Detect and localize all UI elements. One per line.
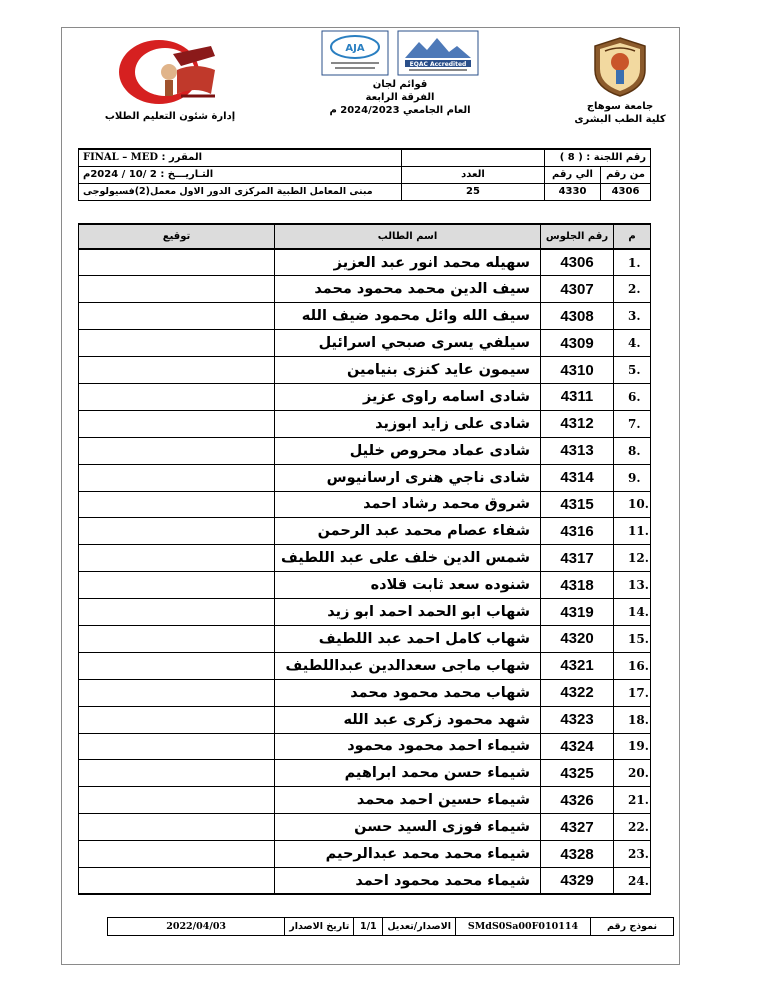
student-row	[79, 760, 651, 787]
committee-info-table	[78, 148, 651, 201]
form-number-value: SMdS0Sa00F010114	[456, 918, 591, 936]
committee-number: رقم اللجنة : ( 8 )	[545, 149, 651, 166]
seat-number: 4321	[541, 652, 614, 679]
row-index: 2.	[614, 276, 651, 303]
signature-cell[interactable]	[79, 545, 275, 572]
row-index: 9.	[614, 464, 651, 491]
student-name: سيف الله وائل محمود ضيف الله	[275, 303, 541, 330]
faculty-crest-icon	[591, 36, 649, 98]
signature-cell[interactable]	[79, 706, 275, 733]
seat-number: 4316	[541, 518, 614, 545]
signature-cell[interactable]	[79, 572, 275, 599]
student-row	[79, 330, 651, 357]
student-row	[79, 464, 651, 491]
svg-text:AJA: AJA	[345, 43, 365, 54]
signature-cell[interactable]	[79, 841, 275, 868]
student-row	[79, 303, 651, 330]
from-value: 4306	[601, 183, 651, 200]
seat-number: 4325	[541, 760, 614, 787]
student-row	[79, 625, 651, 652]
row-index: 7.	[614, 410, 651, 437]
student-row	[79, 249, 651, 276]
seat-number: 4310	[541, 357, 614, 384]
seat-number: 4312	[541, 410, 614, 437]
signature-cell[interactable]	[79, 330, 275, 357]
svg-text:EQAC Accredited: EQAC Accredited	[409, 61, 467, 68]
date-cell	[79, 166, 402, 183]
student-name: شفاء عصام محمد عبد الرحمن	[275, 518, 541, 545]
row-index: 16.	[614, 652, 651, 679]
count-label: العدد	[402, 166, 545, 183]
student-name: شيماء احمد محمود محمود	[275, 733, 541, 760]
student-name: سيمون عايد كنزى بنيامين	[275, 357, 541, 384]
row-index: 12.	[614, 545, 651, 572]
student-row	[79, 814, 651, 841]
seat-number: 4322	[541, 679, 614, 706]
student-row	[79, 276, 651, 303]
student-row	[79, 572, 651, 599]
date-label: التـاريـــخ :	[160, 169, 214, 180]
academic-year: العام الجامعي 2024/2023 م	[329, 105, 471, 116]
edition-label: الاصدار/تعديل	[383, 918, 456, 936]
faculty-name: كلية الطب البشرى	[574, 114, 666, 125]
accreditation-badges	[300, 30, 500, 76]
row-index: 1.	[614, 249, 651, 276]
signature-cell[interactable]	[79, 867, 275, 894]
roster-body	[79, 249, 651, 894]
signature-cell[interactable]	[79, 357, 275, 384]
signature-cell[interactable]	[79, 652, 275, 679]
issue-date-value: 2022/04/03	[108, 918, 285, 936]
seat-number: 4323	[541, 706, 614, 733]
student-name: شهاب ماجى سعدالدين عبداللطيف	[275, 652, 541, 679]
student-row	[79, 867, 651, 894]
course-label: المقرر :	[161, 152, 203, 164]
department-name: إدارة شئون التعليم الطلاب	[104, 111, 236, 122]
count-header-spacer	[402, 149, 545, 166]
seat-number: 4306	[541, 249, 614, 276]
student-name: شيماء حسين احمد محمد	[275, 787, 541, 814]
issue-date-label: تاريخ الاصدار	[285, 918, 354, 936]
name-column-header: اسم الطالب	[275, 224, 541, 249]
edition-value: 1/1	[354, 918, 383, 936]
student-name: سيلفي يسرى صبحي اسرائيل	[275, 330, 541, 357]
student-name: شيماء محمد محمود احمد	[275, 867, 541, 894]
form-number-label: نموذج رقم	[591, 918, 674, 936]
university-name: جامعة سوهاج	[586, 101, 654, 112]
student-name: شمس الدين خلف على عبد اللطيف	[275, 545, 541, 572]
signature-cell[interactable]	[79, 679, 275, 706]
student-name: سيف الدين محمد محمود محمد	[275, 276, 541, 303]
row-index: 6.	[614, 383, 651, 410]
seat-number: 4313	[541, 437, 614, 464]
signature-cell[interactable]	[79, 276, 275, 303]
student-row	[79, 491, 651, 518]
student-row	[79, 787, 651, 814]
row-index: 20.	[614, 760, 651, 787]
signature-cell[interactable]	[79, 249, 275, 276]
count-value: 25	[402, 183, 545, 200]
student-name: شادى عماد محروص خليل	[275, 437, 541, 464]
row-index: 18.	[614, 706, 651, 733]
student-name: شهاب كامل احمد عبد اللطيف	[275, 625, 541, 652]
student-name: شادى على زايد ابوزيد	[275, 410, 541, 437]
seat-number: 4327	[541, 814, 614, 841]
student-row	[79, 357, 651, 384]
student-row	[79, 383, 651, 410]
signature-cell[interactable]	[79, 599, 275, 626]
eqac-accredited-badge	[397, 30, 479, 76]
seat-number: 4324	[541, 733, 614, 760]
signature-column-header: توقيع	[79, 224, 275, 249]
year-level: الفرقة الرابعة	[365, 92, 435, 103]
signature-cell[interactable]	[79, 303, 275, 330]
student-name: شهاب ابو الحمد احمد ابو زيد	[275, 599, 541, 626]
student-name: شهاب محمد محمود محمد	[275, 679, 541, 706]
row-index: 3.	[614, 303, 651, 330]
to-value: 4330	[545, 183, 601, 200]
row-index: 14.	[614, 599, 651, 626]
seat-number: 4326	[541, 787, 614, 814]
row-index: 13.	[614, 572, 651, 599]
seat-number: 4308	[541, 303, 614, 330]
seat-number: 4328	[541, 841, 614, 868]
signature-cell[interactable]	[79, 491, 275, 518]
student-row	[79, 733, 651, 760]
seat-number: 4309	[541, 330, 614, 357]
student-name: شيماء محمد محمد عبدالرحيم	[275, 841, 541, 868]
student-row	[79, 679, 651, 706]
row-index: 23.	[614, 841, 651, 868]
student-name: سهيله محمد انور عبد العزيز	[275, 249, 541, 276]
student-name: شادى ناجي هنرى ارسانيوس	[275, 464, 541, 491]
seat-number: 4317	[541, 545, 614, 572]
seat-number: 4314	[541, 464, 614, 491]
signature-cell[interactable]	[79, 787, 275, 814]
row-index: 5.	[614, 357, 651, 384]
signature-cell[interactable]	[79, 518, 275, 545]
student-name: شيماء فوزى السيد حسن	[275, 814, 541, 841]
seat-number: 4319	[541, 599, 614, 626]
student-row	[79, 841, 651, 868]
student-row	[79, 706, 651, 733]
student-row	[79, 599, 651, 626]
course-cell	[79, 149, 402, 166]
roster-header-row	[79, 224, 651, 249]
signature-cell[interactable]	[79, 410, 275, 437]
exam-location: مبنى المعامل الطبية المركزى الدور الاول معمل(2)فسيولوجى	[79, 183, 402, 200]
from-label: من رقم	[601, 166, 651, 183]
student-name: شادى اسامه راوى عزيز	[275, 383, 541, 410]
student-roster-table	[78, 223, 651, 895]
document-footer	[107, 917, 674, 936]
row-index: 17.	[614, 679, 651, 706]
signature-cell[interactable]	[79, 814, 275, 841]
signature-cell[interactable]	[79, 464, 275, 491]
signature-cell[interactable]	[79, 625, 275, 652]
faculty-header	[560, 36, 680, 126]
student-row	[79, 518, 651, 545]
date-value: 2 /10 / 2024م	[83, 169, 157, 180]
row-index: 4.	[614, 330, 651, 357]
index-column-header: م	[614, 224, 651, 249]
affairs-header	[95, 36, 245, 123]
seat-number: 4315	[541, 491, 614, 518]
student-name: شهد محمود زكرى عبد الله	[275, 706, 541, 733]
signature-cell[interactable]	[79, 733, 275, 760]
signature-cell[interactable]	[79, 437, 275, 464]
to-label: الي رقم	[545, 166, 601, 183]
course-value: FINAL – MED	[83, 152, 159, 164]
row-index: 8.	[614, 437, 651, 464]
row-index: 11.	[614, 518, 651, 545]
student-name: شروق محمد رشاد احمد	[275, 491, 541, 518]
student-row	[79, 652, 651, 679]
center-header	[300, 30, 500, 117]
student-row	[79, 437, 651, 464]
signature-cell[interactable]	[79, 760, 275, 787]
row-index: 15.	[614, 625, 651, 652]
student-row	[79, 410, 651, 437]
seat-number: 4320	[541, 625, 614, 652]
student-affairs-logo-icon	[111, 36, 229, 108]
seat-number: 4318	[541, 572, 614, 599]
seat-column-header: رقم الجلوس	[541, 224, 614, 249]
report-title: قوائم لجان	[372, 79, 428, 90]
row-index: 24.	[614, 867, 651, 894]
row-index: 21.	[614, 787, 651, 814]
row-index: 10.	[614, 491, 651, 518]
signature-cell[interactable]	[79, 383, 275, 410]
student-name: شنوده سعد ثابت قلاده	[275, 572, 541, 599]
row-index: 19.	[614, 733, 651, 760]
aja-badge	[321, 30, 389, 76]
row-index: 22.	[614, 814, 651, 841]
seat-number: 4307	[541, 276, 614, 303]
seat-number: 4329	[541, 867, 614, 894]
seat-number: 4311	[541, 383, 614, 410]
student-name: شيماء حسن محمد ابراهيم	[275, 760, 541, 787]
student-row	[79, 545, 651, 572]
